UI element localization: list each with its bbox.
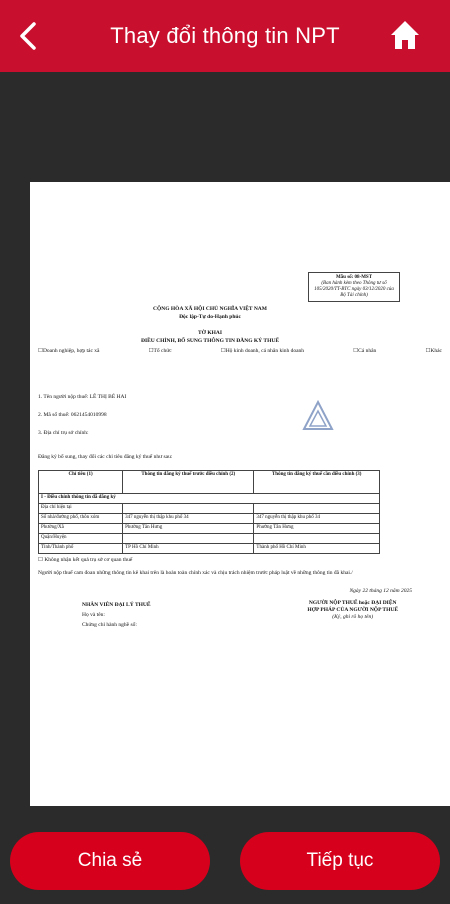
header-cell: Thông tin đăng ký thuế cần điều chỉnh (3) xyxy=(254,471,380,494)
document-preview[interactable] xyxy=(0,72,450,814)
table-cell: Số nhà/đường phố, thôn xóm xyxy=(39,514,123,524)
table-row xyxy=(39,494,380,504)
table-row xyxy=(39,514,380,524)
watermark-logo-icon xyxy=(300,399,336,435)
document-page xyxy=(30,182,450,806)
document-title: TỜ KHAI xyxy=(198,330,222,336)
checkbox-option: ☐Khác xyxy=(425,348,442,354)
section-cell: I - Điều chỉnh thông tin đã đăng ký xyxy=(39,494,380,504)
tax-info-table xyxy=(38,470,380,554)
table-row xyxy=(39,544,380,554)
agent-title: NHÂN VIÊN ĐẠI LÝ THUẾ xyxy=(82,602,151,608)
table-cell: TP Hồ Chí Minh xyxy=(123,544,254,554)
continue-button[interactable]: Tiếp tục xyxy=(240,832,440,890)
agent-certificate: Chứng chỉ hành nghề số: xyxy=(82,622,137,628)
back-arrow-icon[interactable] xyxy=(14,18,46,54)
top-app-bar xyxy=(0,0,450,72)
share-button[interactable]: Chia sẻ xyxy=(10,832,210,890)
checkbox-option: ☐Hộ kinh doanh, cá nhân kinh doanh xyxy=(220,348,305,354)
head-office-address: 3. Địa chỉ trụ sở chính: xyxy=(38,430,89,436)
table-cell: Phường Tân Hưng xyxy=(254,524,380,534)
page-title: Thay đổi thông tin NPT xyxy=(110,23,340,48)
table-cell: Phường Tân Hưng xyxy=(123,524,254,534)
taxpayer-name: 1. Tên người nộp thuế: LÊ THỊ BÉ HAI xyxy=(38,394,127,400)
tax-code: 2. Mã số thuế: 0621454010998 xyxy=(38,412,107,418)
table-header-row xyxy=(39,471,380,494)
motto: Độc lập-Tự do-Hạnh phúc xyxy=(179,314,241,320)
table-cell xyxy=(254,534,380,544)
table-cell: Tỉnh/Thành phố xyxy=(39,544,123,554)
table-cell xyxy=(123,504,254,514)
intro-text: Đăng ký bổ sung, thay đổi các chỉ tiêu đăng ký thuế như sau: xyxy=(38,454,173,460)
table-cell: Địa chỉ hiện tại xyxy=(39,504,123,514)
table-row xyxy=(39,534,380,544)
tax-agent-block xyxy=(82,600,151,630)
header-cell: Thông tin đăng ký thuế trước điều chỉnh (2) xyxy=(123,471,254,494)
entity-type-checkboxes xyxy=(38,348,442,355)
nation-heading: CỘNG HÒA XÃ HỘI CHỦ NGHĨA VIỆT NAM xyxy=(153,306,267,312)
header-cell: Chỉ tiêu (1) xyxy=(39,471,123,494)
taxpayer-title: HỢP PHÁP CỦA NGƯỜI NỘP THUẾ xyxy=(307,607,398,613)
checkbox-option: ☐Cá nhân xyxy=(353,348,377,354)
table-cell: Quận/Huyện xyxy=(39,534,123,544)
table-cell xyxy=(254,504,380,514)
office-checkbox: ☐ Không nhận kết quả trụ sở cơ quan thuế xyxy=(38,557,133,563)
form-code-box xyxy=(308,272,400,302)
table-cell: Thành phố Hồ Chí Minh xyxy=(254,544,380,554)
sign-date: Ngày 22 tháng 12 năm 2025 xyxy=(349,588,412,594)
table-cell xyxy=(123,534,254,544)
taxpayer-sign-note: (Ký, ghi rõ họ tên) xyxy=(332,614,374,620)
table-row xyxy=(39,524,380,534)
home-icon[interactable] xyxy=(388,18,422,52)
table-cell: 347 nguyễn thị thập khu phố 34 xyxy=(123,514,254,524)
table-cell: 347 nguyễn thị thập khu phố 34 xyxy=(254,514,380,524)
commitment-text: Người nộp thuế cam đoan những thông tin kê khai trên là hoàn toàn chính xác và chịu trách nhiệm trước pháp luật về những thông tin đã khai./ xyxy=(38,570,353,576)
document-subtitle: ĐIỀU CHỈNH, BỔ SUNG THÔNG TIN ĐĂNG KÝ THUẾ xyxy=(141,338,279,344)
checkbox-option: ☐Tổ chức xyxy=(148,348,172,354)
table-cell: Phường/Xã xyxy=(39,524,123,534)
agent-name: Họ và tên: xyxy=(82,612,105,618)
form-code: Mẫu số: 08-MST xyxy=(335,275,373,280)
taxpayer-title: NGƯỜI NỘP THUẾ hoặc ĐẠI DIỆN xyxy=(308,600,397,606)
form-note: (Ban hành kèm theo Thông tư số 105/2020/TT-BTC ngày 03/12/2020 của Bộ Tài chính) xyxy=(314,281,394,298)
checkbox-option: ☐Doanh nghiệp, hợp tác xã xyxy=(38,348,100,354)
taxpayer-sign-block xyxy=(307,600,398,621)
table-row xyxy=(39,504,380,514)
